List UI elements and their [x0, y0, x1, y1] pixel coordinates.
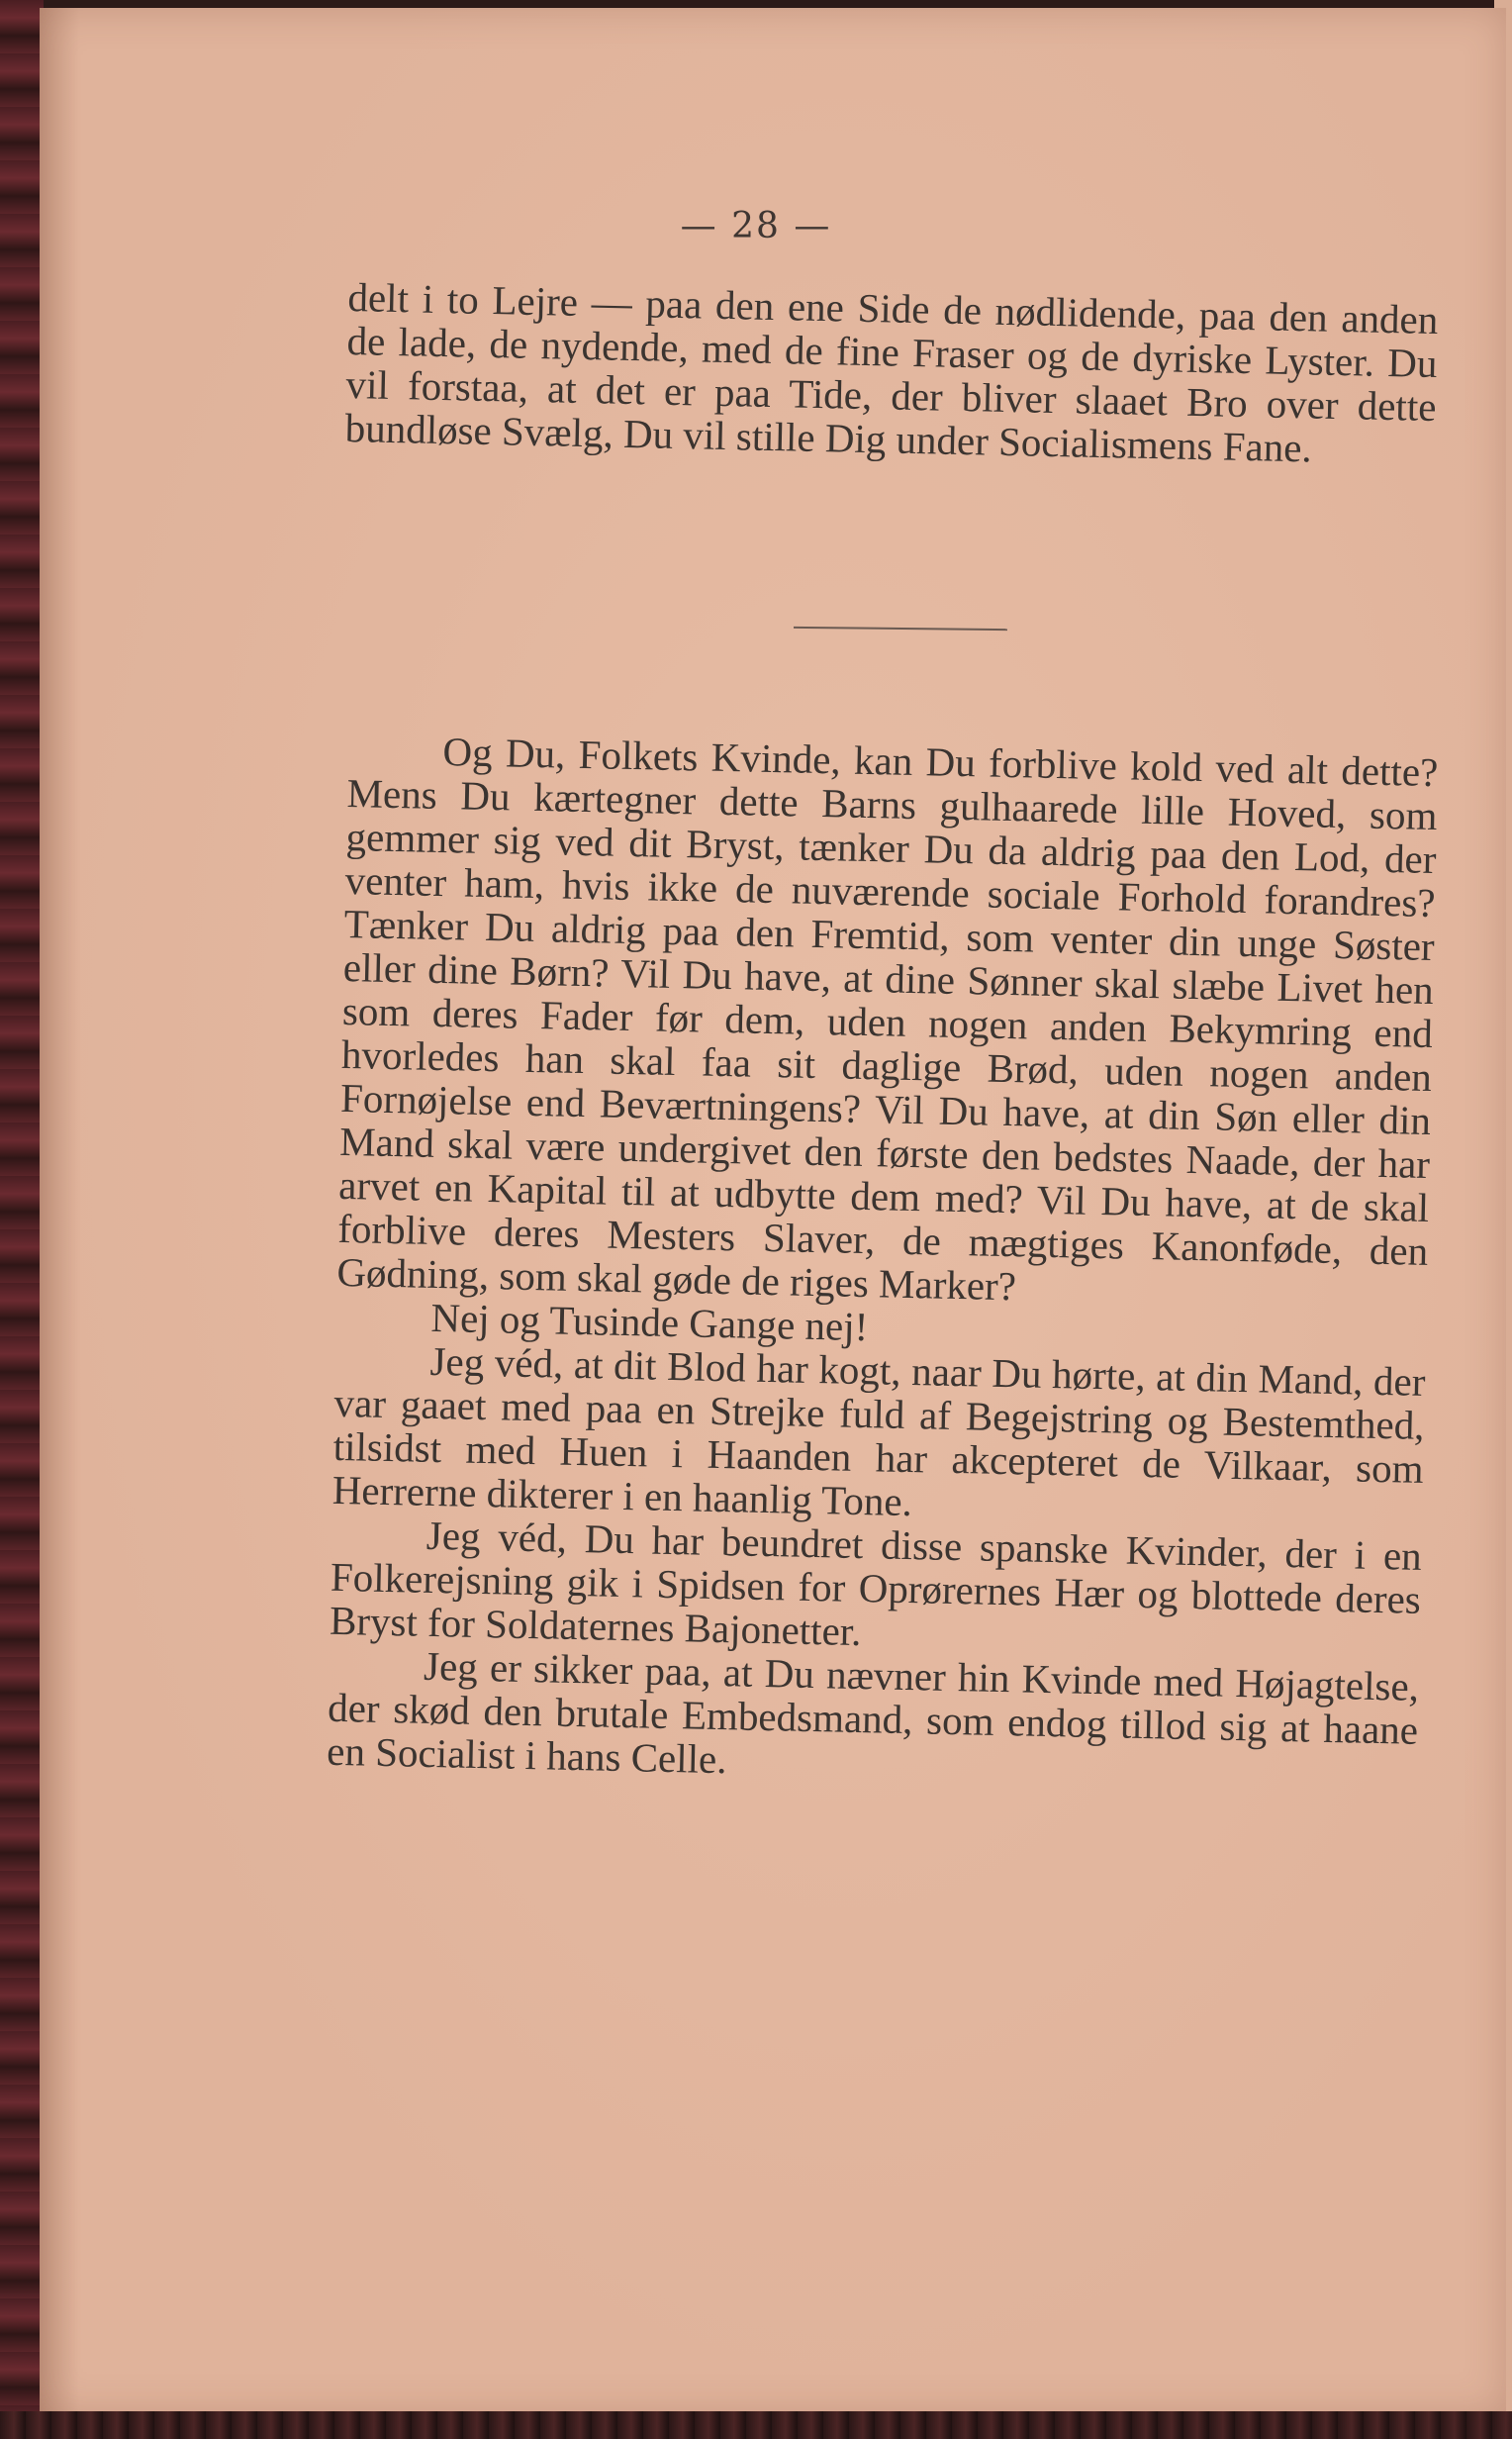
- paragraph: Jeg er sikker paa, at Du nævner hin Kvinde med Højagtelse, der skød den brutale Embedsmand, som endog tillod sig at haane en Socialist i hans Celle.: [326, 1642, 1420, 1783]
- top-paragraph-block: [344, 275, 1438, 472]
- main-text-block: [327, 728, 1439, 1796]
- bottom-binding-edge: [0, 2411, 1512, 2439]
- paragraph: Nej og Tusinde Gange nej!: [430, 1294, 869, 1350]
- paragraph-continuation: delt i to Lejre — paa den ene Side de nødlidende, paa den anden de lade, de nydende, med de fine Fraser og de dyriske Lyster. Du vil forstaa, at det er paa Tide, der bliver slaaet Bro over dette bundløse Svælg, Du vil stille Dig under Socialismens Fane.: [344, 274, 1439, 471]
- paragraph: Jeg véd, Du har beundret disse spanske Kvinder, der i en Folkerejsning gik i Spidsen for Oprørernes Hær og blottede deres Bryst for Soldaternes Bajonetter.: [329, 1512, 1423, 1655]
- paragraph: Og Du, Folkets Kvinde, kan Du forblive kold ved alt dette? Mens Du kærtegner dette Barns gulhaarede lille Hoved, som gemmer sig ved dit Bryst, tænker Du da aldrig paa den Lod, der venter ham, hvis ikke de nuværende sociale Forhold forandres? Tænker Du aldrig paa den Fremtid, som venter din unge Søster eller dine Børn? Vil Du have, at dine Sønner skal slæbe Livet hen som deres Fader før dem, uden nogen anden Bekymring end hvorledes han skal faa sit daglige Brød, uden nogen anden Fornøjelse end Beværtningens? Vil Du have, at din Søn eller din Mand skal være undergivet den første den bedstes Naade, der har arvet en Kapital til at udbytte dem med? Vil Du have, at de skal forblive deres Mesters Slaver, de mægtiges Kanonføde, den Gødning, som skal gøde de riges Marker?: [336, 729, 1439, 1310]
- page-number: — 28 —: [680, 206, 832, 246]
- book-binding: [0, 0, 44, 2439]
- paragraph: Jeg véd, at dit Blod har kogt, naar Du hørte, at din Mand, der var gaaet med paa en Strejke fuld af Begejstring og Bestemthed, tilsidst med Huen i Haanden har akcepteret de Vilkaar, som Herrerne dikterer i en haanlig Tone.: [331, 1337, 1426, 1525]
